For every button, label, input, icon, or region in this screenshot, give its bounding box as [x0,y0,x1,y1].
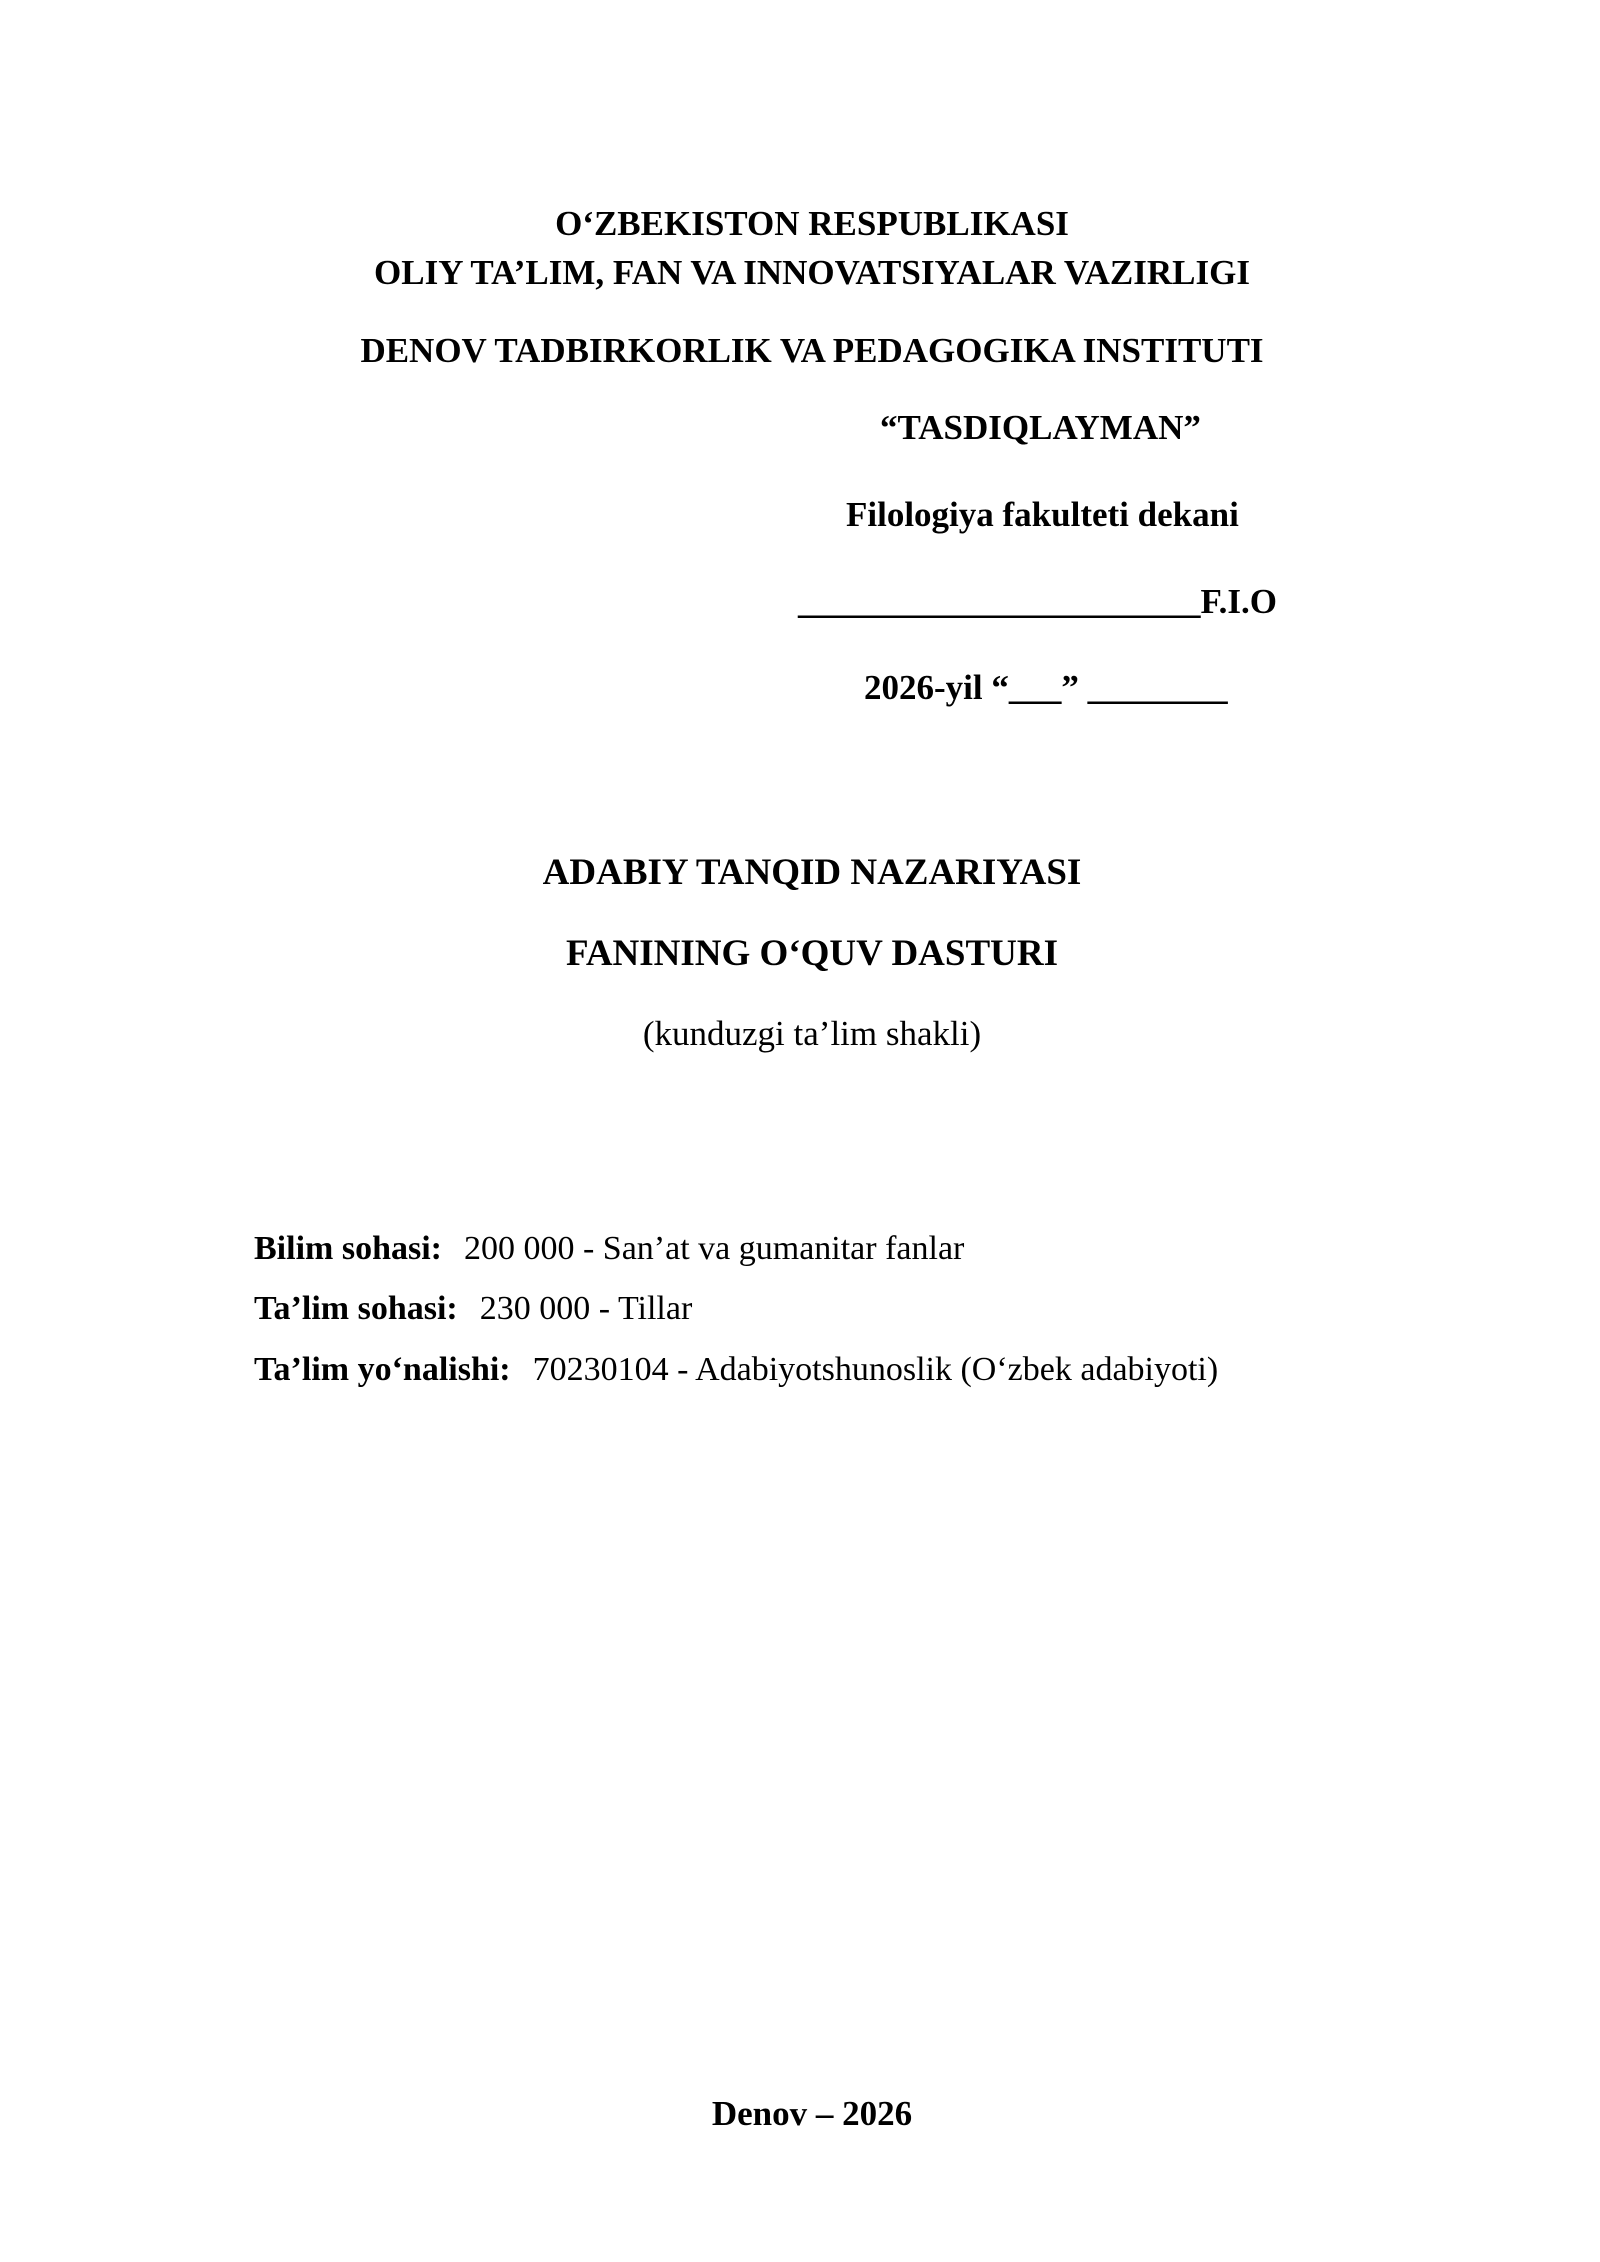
detail-value: 230 000 - Tillar [479,1290,693,1327]
document-type: FANINING O‘QUV DASTURI [565,933,1058,974]
detail-label: Ta’lim sohasi: [254,1290,458,1327]
ministry-heading: OLIY TA’LIM, FAN VA INNOVATSIYALAR VAZIRLIGI [374,253,1250,292]
detail-value: 70230104 - Adabiyotshunoslik (O‘zbek adabiyoti) [532,1351,1219,1388]
education-form: (kunduzgi ta’lim shakli) [642,1014,982,1053]
detail-value: 200 000 - San’at va gumanitar fanlar [463,1230,965,1267]
signature-line: _______________________F.I.O [798,582,1278,621]
detail-row-education-area [254,1292,692,1326]
approval-date-line: 2026-yil “___” ________ [864,668,1228,707]
approval-title: “TASDIQLAYMAN” [880,408,1201,447]
detail-label: Ta’lim yo‘nalishi: [254,1351,511,1388]
country-heading: O‘ZBEKISTON RESPUBLIKASI [555,204,1069,243]
approval-position: Filologiya fakulteti dekani [846,495,1239,534]
footer-place-year: Denov – 2026 [711,2094,913,2133]
detail-row-specialty [254,1353,1218,1387]
document-subject: ADABIY TANQID NAZARIYASI [542,852,1082,893]
detail-row-knowledge-area [254,1232,964,1266]
detail-label: Bilim sohasi: [254,1230,442,1267]
institute-heading: DENOV TADBIRKORLIK VA PEDAGOGIKA INSTITUTI [360,331,1264,370]
